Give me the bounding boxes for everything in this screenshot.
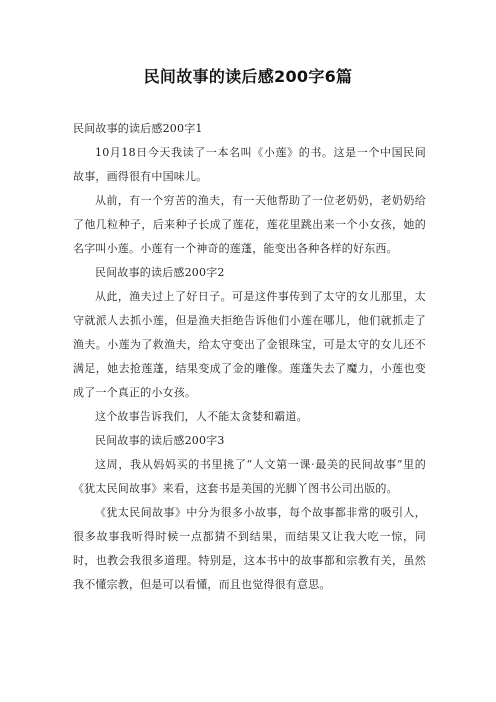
paragraph: 从此，渔夫过上了好日子。可是这件事传到了太守的女儿那里，太守就派人去抓小莲，但是渔夫拒绝告诉他们小莲在哪儿，他们就抓走了渔夫。小莲为了救渔夫，给太守变出了金银珠宝，可是太守的女儿还不满足，她去抢莲蓬，结果变成了金的雕像。莲蓬失去了魔力，小莲也变成了一个真正的小女孩。 [73, 290, 426, 399]
paragraph: 这个故事告诉我们，人不能太贪婪和霸道。 [95, 410, 308, 423]
section-heading-1: 民间故事的读后感200字1 [73, 122, 203, 135]
section-heading-2: 民间故事的读后感200字2 [95, 266, 225, 279]
paragraph: 《犹太民间故事》中分为很多小故事，每个故事都非常的吸引人，很多故事我听得时候一点都猜不到结果，而结果又让我大吃一惊，同时，也教会我很多道理。特别是，这本书中的故事都和宗教有关，虽然我不懂宗教，但是可以看懂，而且也觉得很有意思。 [73, 506, 426, 591]
paragraph: 这周，我从妈妈买的书里挑了“人文第一课·最美的民间故事”里的《犹太民间故事》来看，这套书是美国的光脚丫图书公司出版的。 [73, 458, 426, 495]
document-body [73, 117, 426, 597]
section-heading-3: 民间故事的读后感200字3 [95, 434, 225, 447]
paragraph: 10月18日今天我读了一本名叫《小莲》的书。这是一个中国民间故事，画得很有中国味儿。 [73, 146, 426, 183]
paragraph: 从前，有一个穷苦的渔夫，有一天他帮助了一位老奶奶，老奶奶给了他几粒种子，后来种子长成了莲花，莲花里跳出来一个小女孩，她的名字叫小莲。小莲有一个神奇的莲蓬，能变出各种各样的好东西。 [73, 194, 426, 255]
document-title: 民间故事的读后感200字6篇 [143, 67, 353, 86]
